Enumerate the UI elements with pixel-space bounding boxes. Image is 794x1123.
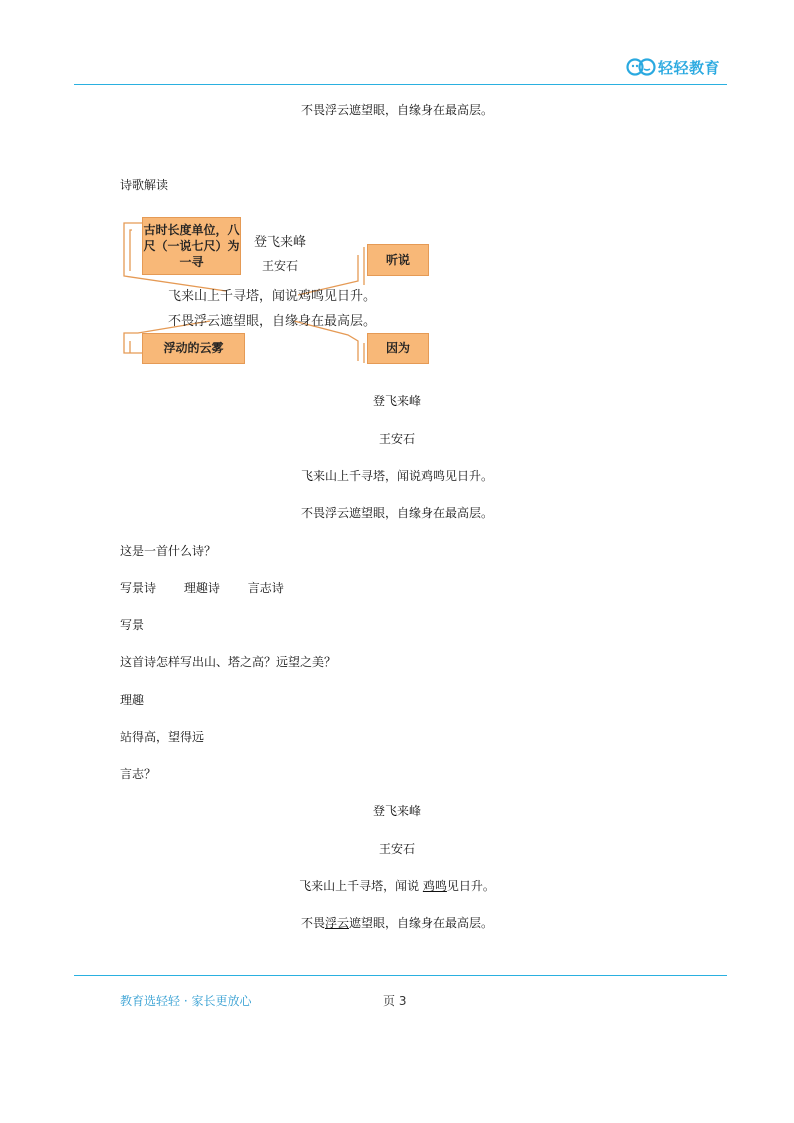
poem1-line-1: 飞来山上千寻塔，闻说鸡鸣见日升。 <box>300 469 493 483</box>
label-liqu: 理趣 <box>120 693 145 707</box>
footer-slogan: 教育选轻轻 · 家长更放心 <box>120 994 252 1008</box>
answer-stand-high: 站得高，望得远 <box>120 730 205 744</box>
annotation-tag-tingshuo: 听说 <box>367 244 429 276</box>
diagram-poem-line-1: 飞来山上千寻塔，闻说鸡鸣见日升。 <box>168 289 377 304</box>
poem2-underlined-jiming: 鸡鸣 <box>422 879 447 893</box>
question-how-height: 这首诗怎样写出山、塔之高？远望之美？ <box>120 655 337 669</box>
poem2-underlined-fuyun: 浮云 <box>324 916 349 930</box>
diagram-poem-line-2: 不畏浮云遮望眼，自缘身在最高层。 <box>168 314 377 329</box>
logo-face-icon <box>626 57 656 77</box>
annotation-tag-xun: 古时长度单位，八尺（一说七尺）为一寻 <box>142 217 241 275</box>
poem2-line-1 <box>0 877 794 894</box>
option-liqu: 理趣诗 <box>183 581 220 595</box>
poem-line-top: 不畏浮云遮望眼，自缘身在最高层。 <box>300 103 493 117</box>
footer-divider <box>74 975 727 976</box>
poem2-author: 王安石 <box>378 842 415 856</box>
poem2-line-2 <box>0 914 794 931</box>
option-xiejing: 写景诗 <box>120 581 157 595</box>
poem2-line-1-part-a: 飞来山上千寻塔，闻说 <box>299 879 423 893</box>
section-title: 诗歌解读 <box>120 178 169 192</box>
poem2-title: 登飞来峰 <box>372 804 421 818</box>
option-yanzhi: 言志诗 <box>247 581 284 595</box>
poem2-line-1-part-b: 见日升。 <box>446 879 495 893</box>
brand-logo <box>626 56 720 78</box>
header-divider <box>74 84 727 85</box>
question-poem-type: 这是一首什么诗？ <box>120 544 217 558</box>
poem2-line-2-part-b: 遮望眼，自缘身在最高层。 <box>349 916 494 930</box>
label-xiejing: 写景 <box>120 618 145 632</box>
annotated-poem-diagram <box>118 213 438 368</box>
label-yanzhi: 言志？ <box>120 767 157 781</box>
poem2-line-2-part-a: 不畏 <box>300 916 325 930</box>
logo-text: 轻轻教育 <box>658 58 721 77</box>
diagram-poem-title: 登飞来峰 <box>254 235 307 250</box>
diagram-poem-author: 王安石 <box>262 259 299 273</box>
annotation-tag-fuyun: 浮动的云雾 <box>142 333 245 364</box>
poem1-line-2: 不畏浮云遮望眼，自缘身在最高层。 <box>300 506 493 520</box>
poem1-author: 王安石 <box>378 432 415 446</box>
annotation-tag-yinwei: 因为 <box>367 333 429 364</box>
poem-type-options <box>120 579 284 596</box>
poem1-title: 登飞来峰 <box>372 394 421 408</box>
page-number: 页 3 <box>383 994 407 1008</box>
